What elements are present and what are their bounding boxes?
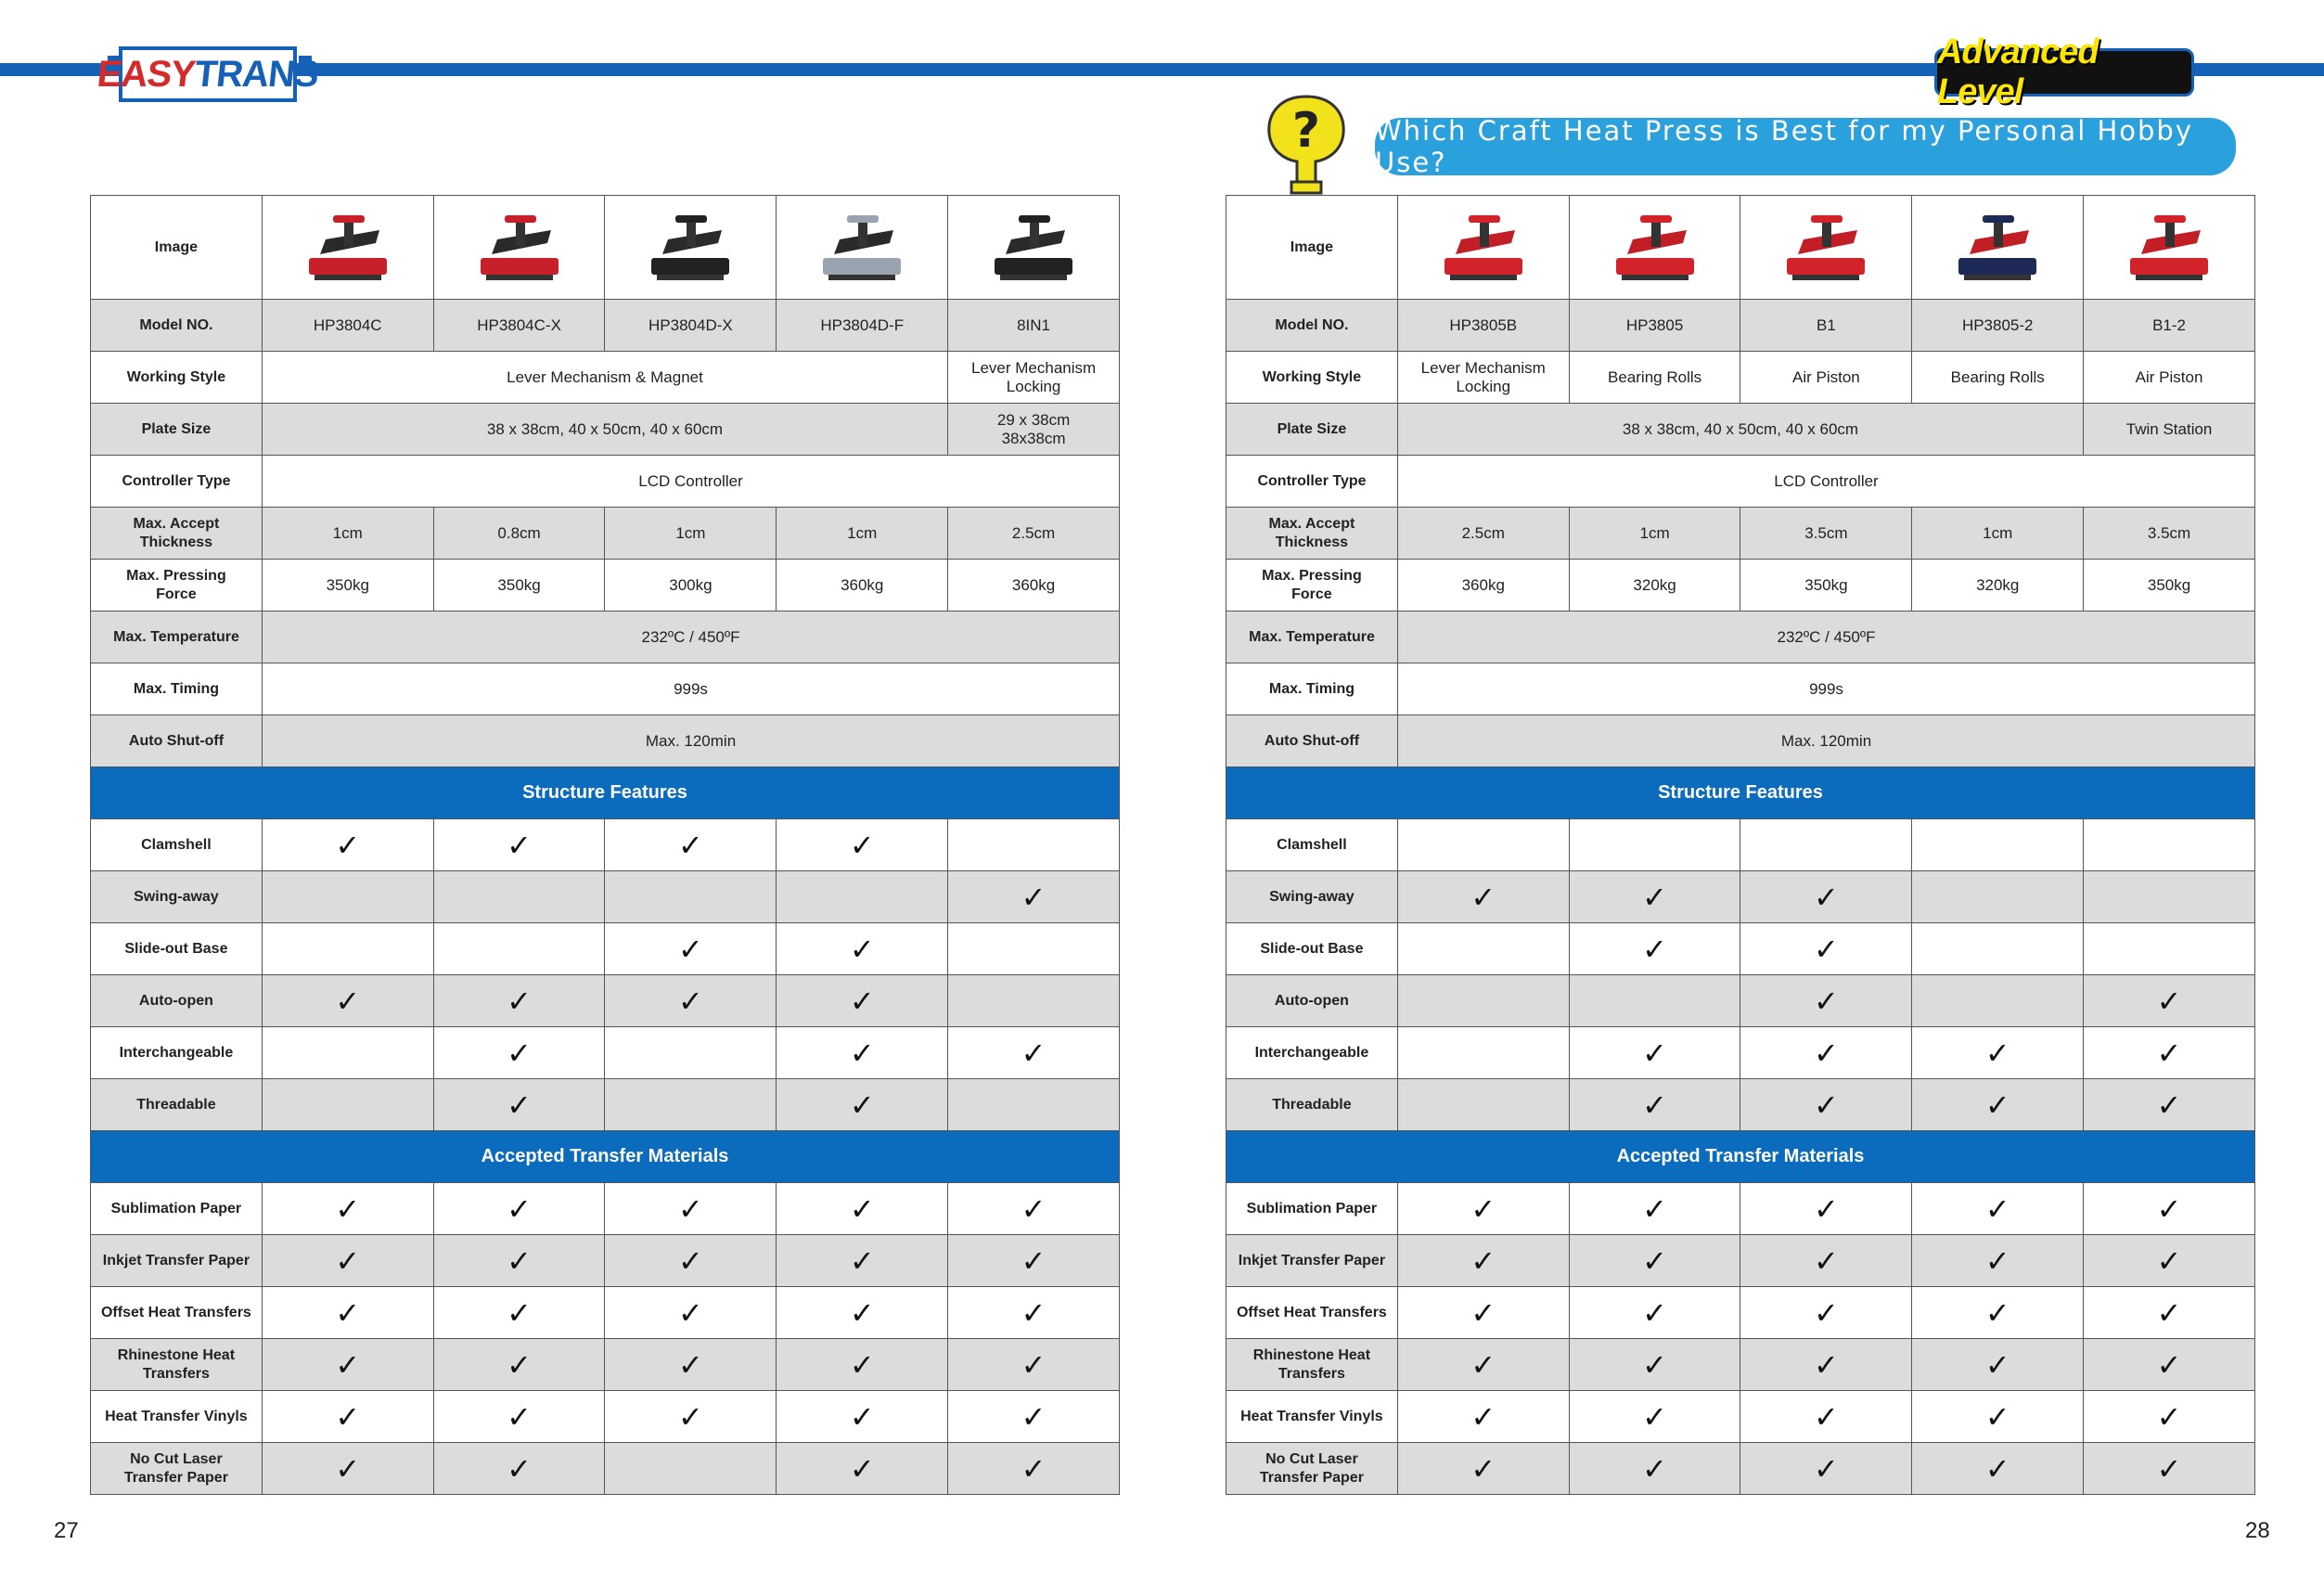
checkmark-icon: ✓ (1570, 1339, 1741, 1391)
row-label: Auto Shut-off (1226, 715, 1398, 767)
product-image-cell (777, 196, 948, 300)
feature-row (91, 1287, 1120, 1339)
feature-label: Rhinestone Heat Transfers (1226, 1339, 1398, 1391)
thickness-value: 1cm (777, 508, 948, 560)
row-label: Controller Type (91, 456, 263, 508)
feature-label: No Cut Laser Transfer Paper (1226, 1443, 1398, 1495)
feature-row (91, 1339, 1120, 1391)
comparison-grid (90, 195, 1120, 1495)
heat-press-image (464, 206, 575, 290)
checkmark-icon: ✓ (1740, 1183, 1912, 1235)
checkmark-icon: ✓ (434, 1443, 606, 1495)
checkmark-icon: ✓ (1570, 1287, 1741, 1339)
checkmark-icon: ✓ (777, 1443, 948, 1495)
checkmark-icon: ✓ (1740, 1079, 1912, 1131)
checkmark-icon: ✓ (1398, 1339, 1570, 1391)
logo-easy-text: EASY (95, 53, 198, 95)
checkmark-icon: ✓ (1570, 923, 1741, 975)
checkmark-icon: ✓ (2084, 975, 2255, 1027)
feature-row (1226, 923, 2255, 975)
checkmark-icon: ✓ (1740, 1027, 1912, 1079)
checkmark-icon (1740, 819, 1912, 871)
checkmark-icon: ✓ (1740, 1443, 1912, 1495)
row-label: Max. Accept Thickness (91, 508, 263, 560)
question-text: Which Craft Heat Press is Best for my Personal Hobby Use? (1375, 115, 2194, 178)
feature-label: Inkjet Transfer Paper (91, 1235, 263, 1287)
checkmark-icon: ✓ (1740, 871, 1912, 923)
feature-label: Heat Transfer Vinyls (1226, 1391, 1398, 1443)
checkmark-icon (1912, 923, 2084, 975)
checkmark-icon (434, 923, 606, 975)
logo-trans-text: TRANS (192, 53, 321, 95)
feature-row (91, 1183, 1120, 1235)
checkmark-icon: ✓ (263, 1391, 434, 1443)
feature-label: Swing-away (91, 871, 263, 923)
temperature-row (91, 612, 1120, 663)
checkmark-icon: ✓ (1740, 1287, 1912, 1339)
checkmark-icon (263, 923, 434, 975)
row-label: Working Style (1226, 352, 1398, 404)
page-number-left: 27 (54, 1518, 79, 1543)
checkmark-icon (1912, 871, 2084, 923)
checkmark-icon: ✓ (777, 1079, 948, 1131)
feature-row (91, 1235, 1120, 1287)
checkmark-icon: ✓ (1912, 1183, 2084, 1235)
force-value: 350kg (263, 560, 434, 612)
timing-row (91, 663, 1120, 715)
row-label: Max. Temperature (91, 612, 263, 663)
working-style-value: Bearing Rolls (1912, 352, 2084, 404)
working-style-value: Bearing Rolls (1570, 352, 1741, 404)
feature-row (1226, 1183, 2255, 1235)
model-number: HP3805-2 (1912, 300, 2084, 352)
row-label: Image (91, 196, 263, 300)
row-label: Max. Pressing Force (1226, 560, 1398, 612)
checkmark-icon (263, 1079, 434, 1131)
checkmark-icon: ✓ (1398, 1235, 1570, 1287)
checkmark-icon: ✓ (1912, 1443, 2084, 1495)
controller-value: LCD Controller (263, 456, 1120, 508)
checkmark-icon (1912, 819, 2084, 871)
heat-press-image (2113, 206, 2225, 290)
checkmark-icon: ✓ (777, 975, 948, 1027)
row-label: Max. Accept Thickness (1226, 508, 1398, 560)
thickness-value: 1cm (1570, 508, 1741, 560)
checkmark-icon (1398, 923, 1570, 975)
feature-label: Rhinestone Heat Transfers (91, 1339, 263, 1391)
checkmark-icon: ✓ (1570, 1079, 1741, 1131)
checkmark-icon: ✓ (948, 1235, 1120, 1287)
checkmark-icon: ✓ (1912, 1287, 2084, 1339)
svg-text:?: ? (1291, 103, 1321, 159)
feature-label: Offset Heat Transfers (1226, 1287, 1398, 1339)
checkmark-icon: ✓ (948, 1027, 1120, 1079)
feature-label: Auto-open (1226, 975, 1398, 1027)
feature-row (1226, 1391, 2255, 1443)
model-number: HP3804D-X (605, 300, 777, 352)
force-value: 320kg (1912, 560, 2084, 612)
checkmark-icon: ✓ (777, 1183, 948, 1235)
temperature-row (1226, 612, 2255, 663)
checkmark-icon: ✓ (605, 923, 777, 975)
checkmark-icon (605, 871, 777, 923)
image-row (91, 196, 1120, 300)
checkmark-icon: ✓ (434, 1027, 606, 1079)
checkmark-icon: ✓ (1570, 1391, 1741, 1443)
row-label: Max. Timing (91, 663, 263, 715)
checkmark-icon: ✓ (948, 871, 1120, 923)
thickness-value: 0.8cm (434, 508, 606, 560)
thickness-value: 2.5cm (948, 508, 1120, 560)
row-label: Max. Timing (1226, 663, 1398, 715)
working-style-value: Lever Mechanism Locking (948, 352, 1120, 404)
timing-row (1226, 663, 2255, 715)
feature-row (1226, 1027, 2255, 1079)
thickness-row (91, 508, 1120, 560)
checkmark-icon (1570, 975, 1741, 1027)
row-label: Model NO. (91, 300, 263, 352)
thickness-value: 1cm (263, 508, 434, 560)
checkmark-icon: ✓ (1740, 1339, 1912, 1391)
checkmark-icon: ✓ (434, 1235, 606, 1287)
checkmark-icon (1398, 1079, 1570, 1131)
product-image-cell (434, 196, 606, 300)
feature-label: Interchangeable (1226, 1027, 1398, 1079)
plate-size-value: 38 x 38cm, 40 x 50cm, 40 x 60cm (1398, 404, 2084, 456)
plate-size-row (91, 404, 1120, 456)
checkmark-icon (948, 975, 1120, 1027)
checkmark-icon: ✓ (263, 975, 434, 1027)
checkmark-icon (1398, 1027, 1570, 1079)
feature-label: Sublimation Paper (91, 1183, 263, 1235)
checkmark-icon: ✓ (434, 1391, 606, 1443)
working-style-row (1226, 352, 2255, 404)
feature-row (91, 1079, 1120, 1131)
structure-features-header: Structure Features (91, 767, 1120, 819)
checkmark-icon (2084, 819, 2255, 871)
checkmark-icon: ✓ (2084, 1235, 2255, 1287)
checkmark-icon: ✓ (263, 1443, 434, 1495)
checkmark-icon: ✓ (1912, 1235, 2084, 1287)
controller-row (91, 456, 1120, 508)
thickness-value: 3.5cm (2084, 508, 2255, 560)
feature-row (1226, 975, 2255, 1027)
heat-press-image (1770, 206, 1881, 290)
checkmark-icon: ✓ (948, 1443, 1120, 1495)
checkmark-icon (263, 1027, 434, 1079)
row-label: Auto Shut-off (91, 715, 263, 767)
checkmark-icon: ✓ (2084, 1287, 2255, 1339)
row-label: Model NO. (1226, 300, 1398, 352)
shutoff-value: Max. 120min (1398, 715, 2255, 767)
checkmark-icon: ✓ (263, 1339, 434, 1391)
checkmark-icon (948, 923, 1120, 975)
row-label: Max. Temperature (1226, 612, 1398, 663)
checkmark-icon: ✓ (434, 975, 606, 1027)
checkmark-icon: ✓ (2084, 1027, 2255, 1079)
checkmark-icon: ✓ (605, 1339, 777, 1391)
model-number: HP3805B (1398, 300, 1570, 352)
thickness-value: 1cm (605, 508, 777, 560)
force-value: 350kg (1740, 560, 1912, 612)
checkmark-icon: ✓ (263, 1183, 434, 1235)
checkmark-icon (948, 819, 1120, 871)
checkmark-icon: ✓ (263, 819, 434, 871)
force-value: 320kg (1570, 560, 1741, 612)
working-style-value: Air Piston (1740, 352, 1912, 404)
checkmark-icon (434, 871, 606, 923)
model-row (91, 300, 1120, 352)
checkmark-icon: ✓ (1398, 1443, 1570, 1495)
thickness-value: 1cm (1912, 508, 2084, 560)
force-value: 350kg (434, 560, 606, 612)
checkmark-icon: ✓ (434, 1339, 606, 1391)
thickness-value: 2.5cm (1398, 508, 1570, 560)
controller-row (1226, 456, 2255, 508)
checkmark-icon: ✓ (1398, 1183, 1570, 1235)
feature-label: Clamshell (1226, 819, 1398, 871)
checkmark-icon (263, 871, 434, 923)
product-image-cell (2084, 196, 2255, 300)
feature-row (91, 871, 1120, 923)
thickness-row (1226, 508, 2255, 560)
checkmark-icon: ✓ (605, 819, 777, 871)
level-badge (1934, 32, 2194, 111)
working-style-value: Lever Mechanism Locking (1398, 352, 1570, 404)
checkmark-icon: ✓ (1570, 1027, 1741, 1079)
controller-value: LCD Controller (1398, 456, 2255, 508)
checkmark-icon (605, 1443, 777, 1495)
feature-label: Interchangeable (91, 1027, 263, 1079)
force-row (1226, 560, 2255, 612)
checkmark-icon: ✓ (777, 1339, 948, 1391)
heat-press-image (635, 206, 746, 290)
feature-row (91, 923, 1120, 975)
feature-label: Auto-open (91, 975, 263, 1027)
row-label: Plate Size (1226, 404, 1398, 456)
checkmark-icon: ✓ (1740, 1391, 1912, 1443)
checkmark-icon: ✓ (777, 1235, 948, 1287)
question-mascot-icon (1260, 93, 1353, 195)
feature-label: Threadable (1226, 1079, 1398, 1131)
model-number: 8IN1 (948, 300, 1120, 352)
row-label: Max. Pressing Force (91, 560, 263, 612)
plate-size-value: 38 x 38cm, 40 x 50cm, 40 x 60cm (263, 404, 948, 456)
checkmark-icon: ✓ (948, 1339, 1120, 1391)
checkmark-icon: ✓ (605, 1391, 777, 1443)
image-row (1226, 196, 2255, 300)
force-value: 350kg (2084, 560, 2255, 612)
checkmark-icon: ✓ (1740, 975, 1912, 1027)
working-style-row (91, 352, 1120, 404)
model-number: HP3804C-X (434, 300, 606, 352)
checkmark-icon (605, 1027, 777, 1079)
working-style-value: Lever Mechanism & Magnet (263, 352, 948, 404)
row-label: Controller Type (1226, 456, 1398, 508)
row-label: Working Style (91, 352, 263, 404)
checkmark-icon: ✓ (1912, 1027, 2084, 1079)
feature-label: Sublimation Paper (1226, 1183, 1398, 1235)
product-image-cell (1398, 196, 1570, 300)
feature-label: Threadable (91, 1079, 263, 1131)
checkmark-icon: ✓ (605, 1235, 777, 1287)
level-text: Advanced Level (1937, 32, 2099, 111)
checkmark-icon: ✓ (1398, 1391, 1570, 1443)
checkmark-icon: ✓ (605, 1287, 777, 1339)
product-image-cell (1912, 196, 2084, 300)
plate-size-value: 29 x 38cm 38x38cm (948, 404, 1120, 456)
checkmark-icon (2084, 871, 2255, 923)
checkmark-icon: ✓ (1570, 871, 1741, 923)
feature-label: Slide-out Base (1226, 923, 1398, 975)
feature-row (91, 975, 1120, 1027)
feature-label: Heat Transfer Vinyls (91, 1391, 263, 1443)
model-number: HP3804C (263, 300, 434, 352)
transfer-materials-header: Accepted Transfer Materials (1226, 1131, 2255, 1183)
feature-row (1226, 1235, 2255, 1287)
feature-row (1226, 871, 2255, 923)
checkmark-icon (605, 1079, 777, 1131)
checkmark-icon: ✓ (434, 1287, 606, 1339)
checkmark-icon (1398, 819, 1570, 871)
heat-press-image (806, 206, 918, 290)
model-number: B1 (1740, 300, 1912, 352)
row-label: Plate Size (91, 404, 263, 456)
heat-press-image (1942, 206, 2053, 290)
checkmark-icon: ✓ (263, 1287, 434, 1339)
checkmark-icon (1912, 975, 2084, 1027)
checkmark-icon: ✓ (2084, 1079, 2255, 1131)
heat-press-image (978, 206, 1089, 290)
question-banner (1375, 115, 2236, 178)
checkmark-icon: ✓ (1398, 871, 1570, 923)
plate-size-value: Twin Station (2084, 404, 2255, 456)
thickness-value: 3.5cm (1740, 508, 1912, 560)
comparison-grid (1226, 195, 2255, 1495)
left-comparison-table (90, 195, 1119, 1495)
checkmark-icon: ✓ (948, 1287, 1120, 1339)
checkmark-icon: ✓ (263, 1235, 434, 1287)
transfer-materials-header: Accepted Transfer Materials (91, 1131, 1120, 1183)
checkmark-icon: ✓ (777, 923, 948, 975)
product-image-cell (1570, 196, 1741, 300)
checkmark-icon (948, 1079, 1120, 1131)
checkmark-icon: ✓ (1740, 923, 1912, 975)
checkmark-icon: ✓ (1912, 1079, 2084, 1131)
checkmark-icon: ✓ (434, 1079, 606, 1131)
shutoff-row (1226, 715, 2255, 767)
plate-size-row (1226, 404, 2255, 456)
feature-row (91, 1443, 1120, 1495)
feature-label: Offset Heat Transfers (91, 1287, 263, 1339)
model-number: HP3805 (1570, 300, 1741, 352)
timing-value: 999s (1398, 663, 2255, 715)
temperature-value: 232ºC / 450ºF (263, 612, 1120, 663)
model-number: B1-2 (2084, 300, 2255, 352)
working-style-value: Air Piston (2084, 352, 2255, 404)
heat-press-image (292, 206, 404, 290)
feature-label: Swing-away (1226, 871, 1398, 923)
feature-label: No Cut Laser Transfer Paper (91, 1443, 263, 1495)
force-value: 360kg (948, 560, 1120, 612)
feature-label: Slide-out Base (91, 923, 263, 975)
timing-value: 999s (263, 663, 1120, 715)
checkmark-icon: ✓ (1398, 1287, 1570, 1339)
feature-row (91, 819, 1120, 871)
feature-row (1226, 1339, 2255, 1391)
checkmark-icon: ✓ (948, 1183, 1120, 1235)
temperature-value: 232ºC / 450ºF (1398, 612, 2255, 663)
model-number: HP3804D-F (777, 300, 948, 352)
feature-row (91, 1391, 1120, 1443)
checkmark-icon (1570, 819, 1741, 871)
checkmark-icon: ✓ (2084, 1443, 2255, 1495)
feature-row (1226, 819, 2255, 871)
feature-row (91, 1027, 1120, 1079)
checkmark-icon: ✓ (434, 819, 606, 871)
checkmark-icon: ✓ (1570, 1235, 1741, 1287)
product-image-cell (263, 196, 434, 300)
checkmark-icon (777, 871, 948, 923)
checkmark-icon: ✓ (1912, 1391, 2084, 1443)
checkmark-icon: ✓ (2084, 1391, 2255, 1443)
force-value: 360kg (777, 560, 948, 612)
heat-press-image (1599, 206, 1711, 290)
checkmark-icon (1398, 975, 1570, 1027)
shutoff-row (91, 715, 1120, 767)
row-label: Image (1226, 196, 1398, 300)
feature-row (1226, 1443, 2255, 1495)
page-number-right: 28 (2245, 1518, 2270, 1543)
checkmark-icon (2084, 923, 2255, 975)
checkmark-icon: ✓ (1570, 1443, 1741, 1495)
feature-row (1226, 1287, 2255, 1339)
force-row (91, 560, 1120, 612)
feature-label: Clamshell (91, 819, 263, 871)
shutoff-value: Max. 120min (263, 715, 1120, 767)
checkmark-icon: ✓ (605, 975, 777, 1027)
checkmark-icon: ✓ (948, 1391, 1120, 1443)
checkmark-icon: ✓ (777, 1287, 948, 1339)
force-value: 360kg (1398, 560, 1570, 612)
right-comparison-table (1226, 195, 2254, 1495)
product-image-cell (1740, 196, 1912, 300)
checkmark-icon: ✓ (2084, 1339, 2255, 1391)
checkmark-icon: ✓ (1740, 1235, 1912, 1287)
structure-features-header: Structure Features (1226, 767, 2255, 819)
checkmark-icon: ✓ (434, 1183, 606, 1235)
force-value: 300kg (605, 560, 777, 612)
checkmark-icon: ✓ (777, 1027, 948, 1079)
heat-press-image (1428, 206, 1539, 290)
checkmark-icon: ✓ (605, 1183, 777, 1235)
feature-label: Inkjet Transfer Paper (1226, 1235, 1398, 1287)
checkmark-icon: ✓ (2084, 1183, 2255, 1235)
checkmark-icon: ✓ (1570, 1183, 1741, 1235)
feature-row (1226, 1079, 2255, 1131)
product-image-cell (948, 196, 1120, 300)
brand-logo (95, 46, 321, 102)
checkmark-icon: ✓ (777, 1391, 948, 1443)
checkmark-icon: ✓ (1912, 1339, 2084, 1391)
product-image-cell (605, 196, 777, 300)
model-row (1226, 300, 2255, 352)
checkmark-icon: ✓ (777, 819, 948, 871)
